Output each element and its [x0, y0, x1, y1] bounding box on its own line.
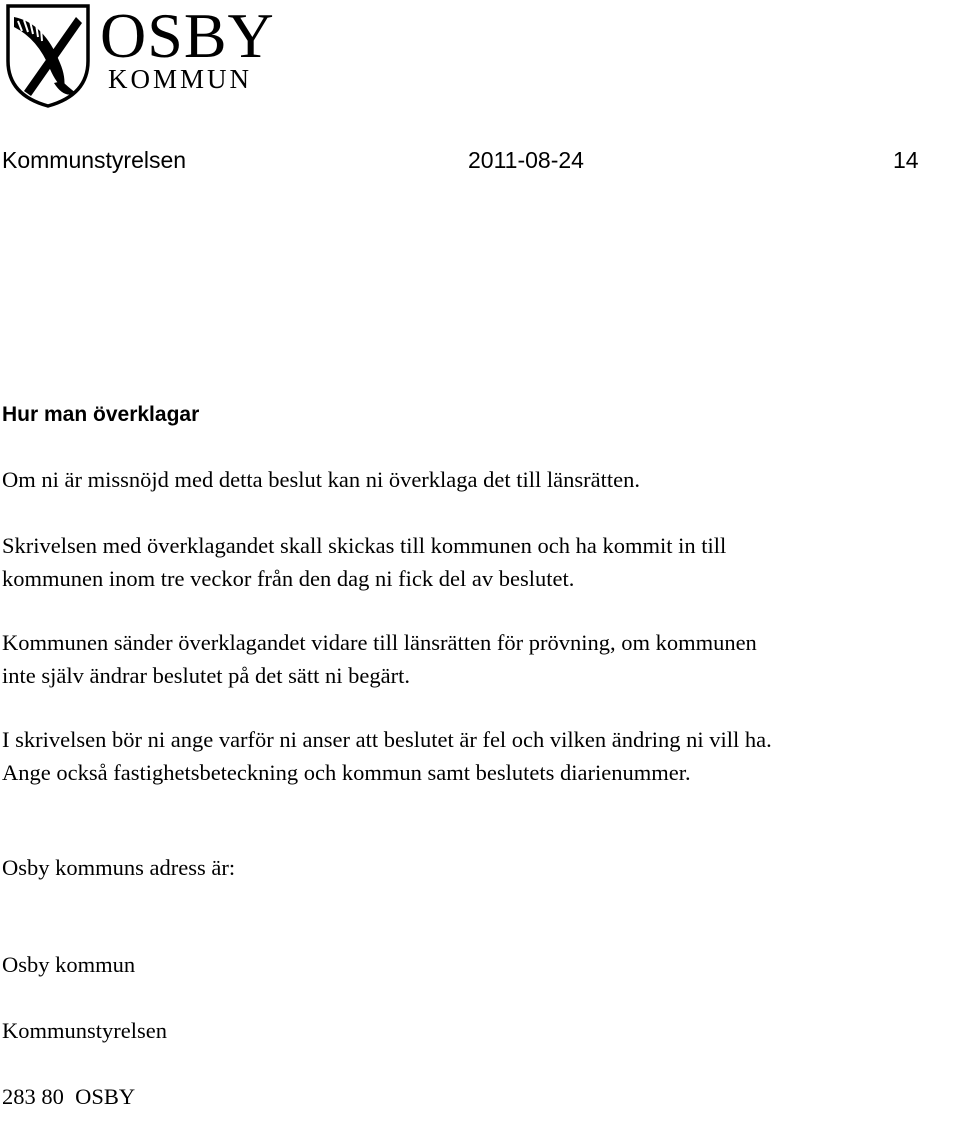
- logo-name: OSBY: [100, 0, 275, 71]
- paragraph: I skrivelsen bör ni ange varför ni anser att beslutet är fel och vilken ändring ni vill ha. Ange också fastighetsbeteckning och kommun samt beslutets diarienummer.: [2, 727, 772, 785]
- paragraph: Skrivelsen med överklagandet skall skickas till kommunen och ha kommit in till kommunen inom tre veckor från den dag ni fick del av beslutet.: [2, 533, 727, 591]
- address-block: [2, 915, 960, 1146]
- header-date: 2011-08-24: [468, 147, 584, 173]
- address-line: Kommunstyrelsen: [2, 1018, 167, 1043]
- address-line: 283 80 OSBY: [2, 1084, 136, 1109]
- logo: [0, 0, 290, 115]
- coat-of-arms-icon: [4, 3, 92, 109]
- address-label: Osby kommuns adress är:: [2, 855, 236, 880]
- logo-subtitle: KOMMUN: [108, 64, 253, 94]
- paragraph: Om ni är missnöjd med detta beslut kan ni överklaga det till länsrätten.: [2, 467, 640, 492]
- document-header: [0, 145, 960, 175]
- paragraph: Kommunen sänder överklagandet vidare till länsrätten för prövning, om kommunen inte själv ändrar beslutet på det sätt ni begärt.: [2, 630, 757, 688]
- address-line: Osby kommun: [2, 952, 136, 977]
- header-department: Kommunstyrelsen: [2, 147, 187, 173]
- section-title: Hur man överklagar: [2, 403, 200, 426]
- header-page-number: 14: [893, 147, 919, 173]
